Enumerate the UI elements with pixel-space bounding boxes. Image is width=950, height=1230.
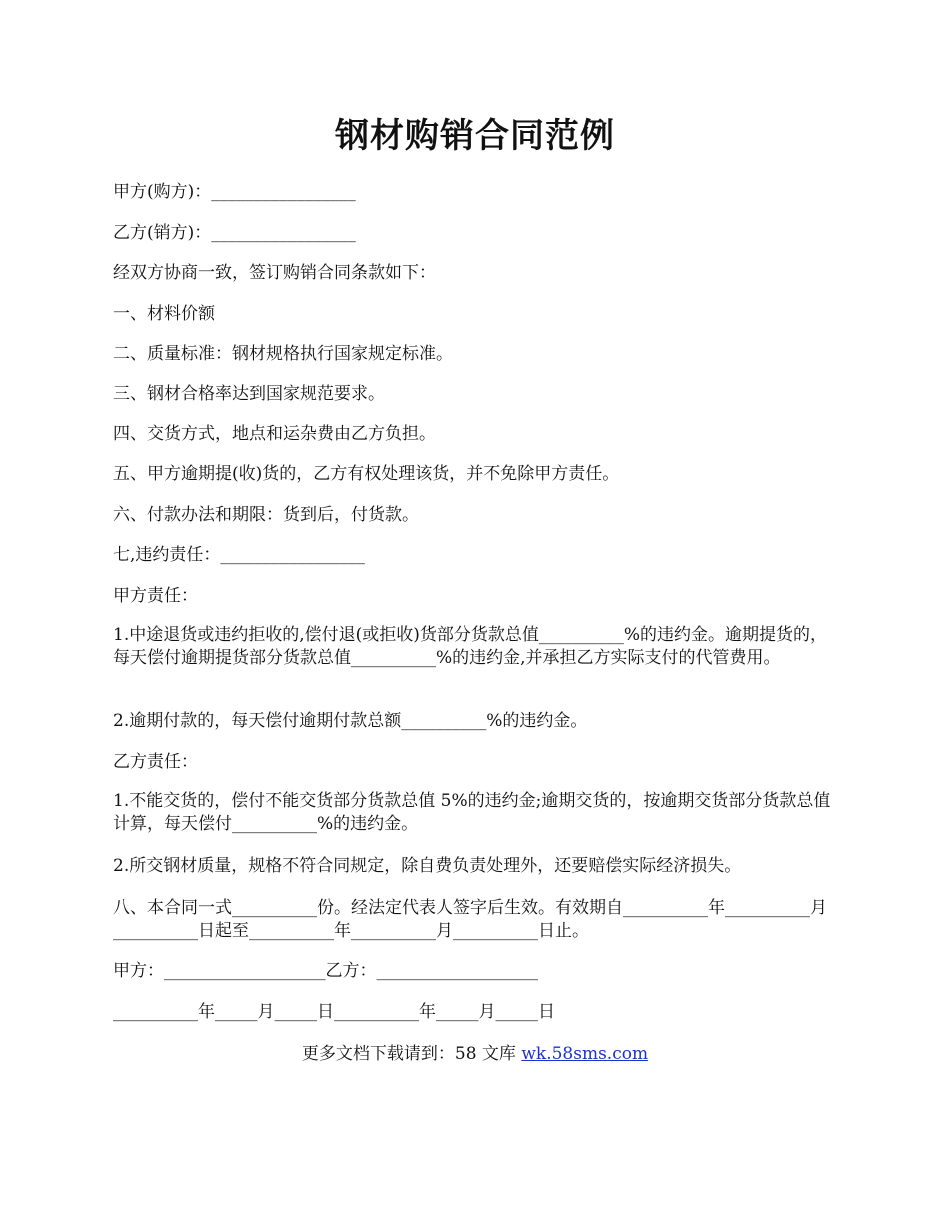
signature-line: 甲方：___________________乙方：___________________ xyxy=(113,961,538,981)
clause-6: 六、付款办法和期限：货到后，付货款。 xyxy=(113,505,419,525)
clause-1: 一、材料价额 xyxy=(113,304,215,324)
clause-3: 三、钢材合格率达到国家规范要求。 xyxy=(113,384,385,404)
clause-7: 七,违约责任：_________________ xyxy=(113,545,365,565)
party-b-duty-2: 2.所交钢材质量，规格不符合同规定，除自费负责处理外，还要赔偿实际经济损失。 xyxy=(113,856,742,876)
date-line: __________年_____月_____日__________年_____月_____日 xyxy=(113,1002,555,1022)
clause-8: 八、本合同一式__________份。经法定代表人签字后生效。有效期自__________年__________月__________日起至__________年__________月__________日止。 xyxy=(113,898,827,941)
clause-5: 五、甲方逾期提(收)货的，乙方有权处理该货，并不免除甲方责任。 xyxy=(113,464,620,484)
clause-4: 四、交货方式，地点和运杂费由乙方负担。 xyxy=(113,424,436,444)
party-b-seller-line: 乙方(销方)：_________________ xyxy=(113,223,356,243)
party-a-duty-1: 1.中途退货或违约拒收的,偿付退(或拒收)货部分货款总值__________%的违约金。逾期提货的，每天偿付逾期提货部分货款总值__________%的违约金,并承担乙方实际支付的代管费用。 xyxy=(113,625,828,668)
party-b-duty-1: 1.不能交货的，偿付不能交货部分货款总值 5%的违约金;逾期交货的，按逾期交货部分货款总值计算，每天偿付__________%的违约金。 xyxy=(113,791,831,834)
footer-text: 更多文档下载请到：58 文库 xyxy=(301,1044,522,1064)
footer xyxy=(0,1042,950,1066)
footer-link[interactable]: wk.58sms.com xyxy=(521,1044,649,1064)
party-a-duty-2: 2.逾期付款的，每天偿付逾期付款总额__________%的违约金。 xyxy=(113,711,588,731)
party-a-duties-heading: 甲方责任： xyxy=(113,586,198,606)
document-title: 钢材购销合同范例 xyxy=(335,116,615,156)
party-b-duties-heading: 乙方责任： xyxy=(113,752,198,772)
clause-2: 二、质量标准：钢材规格执行国家规定标准。 xyxy=(113,344,453,364)
intro-paragraph: 经双方协商一致，签订购销合同条款如下： xyxy=(113,263,436,283)
party-a-buyer-line: 甲方(购方)：_________________ xyxy=(113,182,356,202)
